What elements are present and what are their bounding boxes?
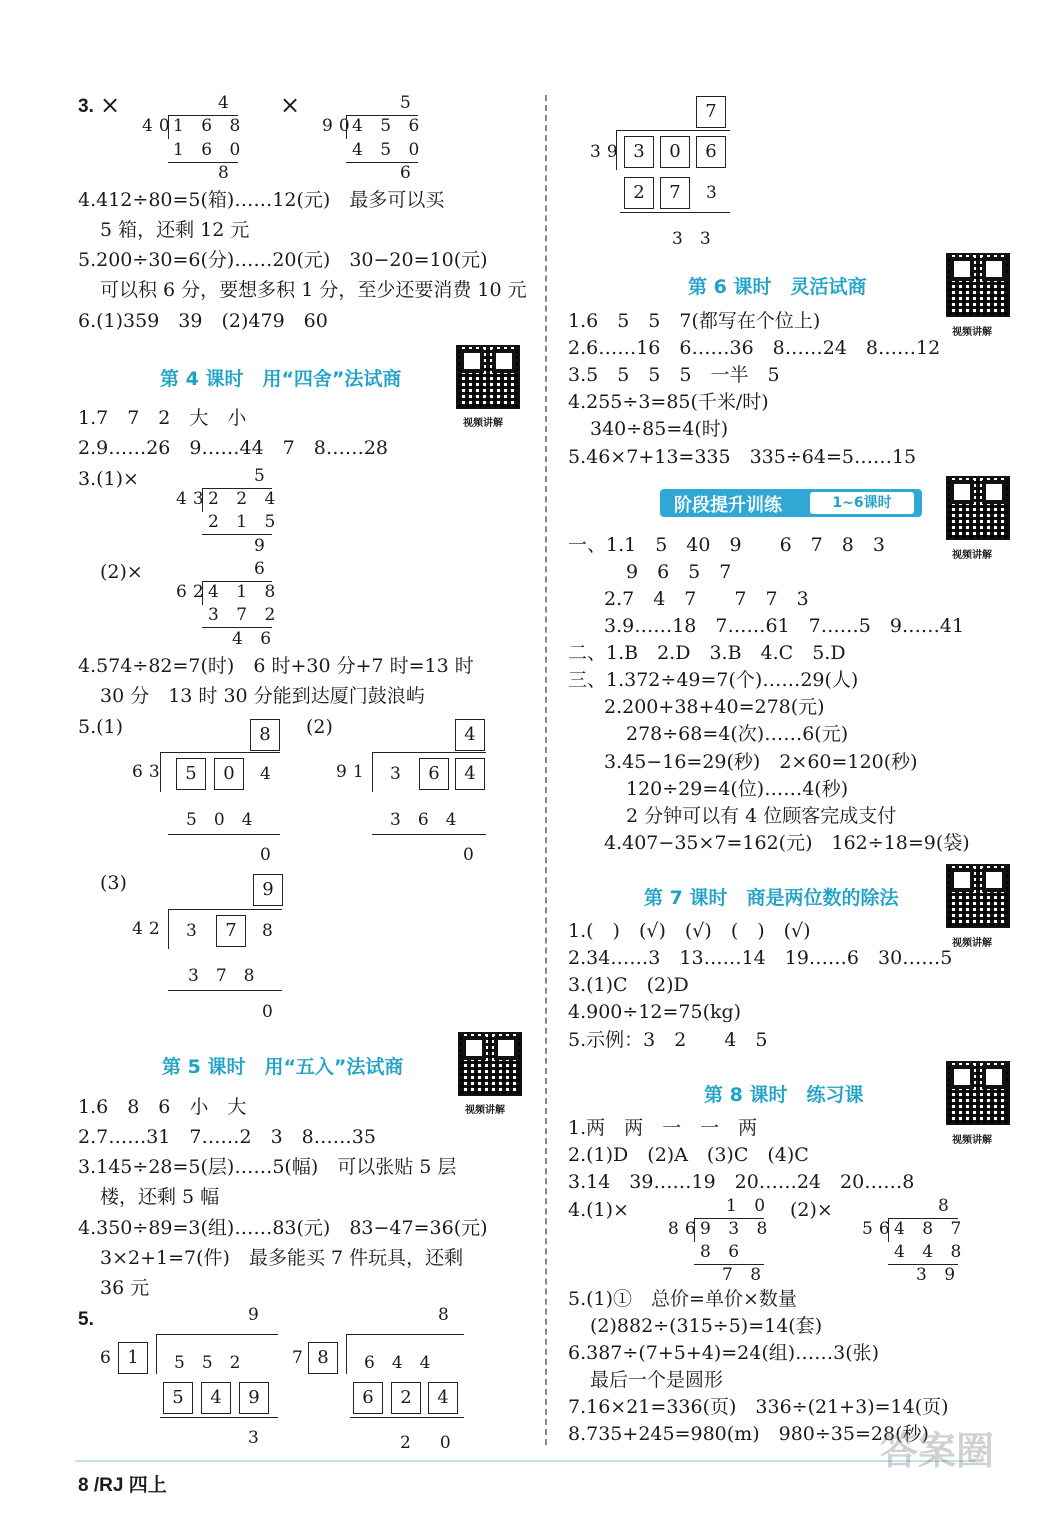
division-bar — [372, 752, 486, 753]
digit-box: 5 — [176, 758, 206, 790]
digit-box: 7 — [660, 177, 690, 209]
division-bar — [168, 909, 282, 910]
answer-line: 1.两 两 一 一 两 — [568, 1117, 758, 1139]
digit: 8 — [262, 921, 279, 941]
digit-box: 4 — [428, 1382, 458, 1414]
answer-line: 1.( ) (√) (√) ( ) (√) — [568, 920, 811, 942]
answer-line: 楼，还剩 5 幅 — [100, 1186, 220, 1208]
division-bar — [160, 752, 280, 753]
answer-line: 一、1.1 5 40 9 6 7 8 3 — [568, 534, 885, 556]
quotient-box: 4 — [455, 719, 485, 751]
digit-box: 8 — [308, 1342, 338, 1374]
answer-line: 278÷68=4(次)……6(元) — [626, 723, 849, 745]
divisor: 90 — [322, 116, 356, 136]
division-bar — [168, 990, 282, 991]
answer-line: 2.9……26 9……44 7 8……28 — [78, 437, 389, 459]
answer-line: 340÷85=4(时) — [590, 418, 729, 440]
answer-line: 4.(1)× — [568, 1199, 629, 1221]
answer-line: 6.(1)359 39 (2)479 60 — [78, 310, 328, 332]
dividend: 6 4 4 — [364, 1353, 431, 1373]
answer-line: 5.(1) — [78, 716, 124, 738]
answer-line: 4.574÷82=7(时) 6 时+30 分+7 时=13 时 — [78, 655, 474, 677]
product: 3 6 4 — [390, 810, 457, 830]
qr-code[interactable] — [946, 1061, 1010, 1125]
dividend: 5 5 2 — [174, 1353, 241, 1373]
answer-line: 4.255÷3=85(千米/时) — [568, 391, 769, 413]
qr-label: 视频讲解 — [465, 1105, 505, 1116]
answer-line: 三、1.372÷49=7(个)……29(人) — [568, 669, 859, 691]
quotient: 8 — [438, 1305, 455, 1325]
answer-line: 2.34……3 13……14 19……6 30……5 — [568, 947, 953, 969]
remainder: 3 — [248, 1428, 265, 1448]
answer-line: 3×2+1=7(件) 最多能买 7 件玩具，还剩 — [100, 1247, 464, 1269]
quotient: 5 — [254, 466, 271, 486]
product: 3 7 2 — [208, 605, 282, 625]
quotient: 1 0 — [726, 1196, 772, 1216]
qr-label: 视频讲解 — [952, 550, 992, 561]
qr-label: 视频讲解 — [463, 418, 503, 429]
answer-line: (2) — [306, 716, 333, 738]
division-bar — [160, 1417, 278, 1418]
digit-box: 6 — [696, 136, 726, 168]
answer-line: 二、1.B 2.D 3.B 4.C 5.D — [568, 642, 846, 664]
section-heading: 第 8 课时 练习课 — [704, 1084, 864, 1106]
answer-line: 36 元 — [100, 1277, 150, 1299]
digit-box: 1 — [118, 1342, 148, 1374]
answer-line: 2.(1)D (2)A (3)C (4)C — [568, 1144, 809, 1166]
product: 2 1 5 — [208, 512, 282, 532]
division-bar — [168, 115, 169, 139]
product: 4 4 8 — [894, 1242, 968, 1262]
qr-code[interactable] — [458, 1032, 522, 1096]
digit-box: 7 — [216, 915, 246, 947]
answer-line: (2)× — [100, 561, 143, 583]
division-bar — [616, 130, 617, 170]
digit-box: 4 — [455, 758, 485, 790]
section-heading: 第 7 课时 商是两位数的除法 — [644, 887, 899, 909]
product: 5 0 4 — [186, 810, 253, 830]
division-bar — [888, 1218, 889, 1242]
digit-box: 2 — [391, 1382, 421, 1414]
answer-line: (2)× — [790, 1199, 833, 1221]
digit-box: 0 — [214, 758, 244, 790]
answer-line: 5.46×7+13=335 335÷64=5……15 — [568, 446, 917, 468]
dividend: 4 5 6 — [352, 116, 426, 136]
quotient: 5 — [400, 93, 417, 113]
footer-rule — [75, 1460, 975, 1462]
section-heading: 第 4 课时 用“四舍”法试商 — [160, 368, 402, 390]
answer-line: 4.900÷12=75(kg) — [568, 1001, 742, 1023]
item-3-number: 3. — [78, 96, 94, 117]
remainder: 7 8 — [722, 1265, 768, 1285]
answer-line: 最后一个是圆形 — [590, 1369, 724, 1391]
product: 4 5 0 — [352, 140, 426, 160]
answer-line: 2.7……31 7……2 3 8……35 — [78, 1126, 376, 1148]
quotient-box: 7 — [696, 96, 726, 128]
answer-line: 7.16×21=336(页) 336÷(21+3)=14(页) — [568, 1396, 949, 1418]
digit-box: 6 — [353, 1382, 383, 1414]
remainder: 3 9 — [916, 1265, 962, 1285]
item-number: 5. — [78, 1309, 94, 1330]
divisor: 40 — [142, 116, 176, 136]
answer-line: 6.387÷(7+5+4)=24(组)……3(张) — [568, 1342, 880, 1364]
answer-line: 4.407−35×7=162(元) 162÷18=9(袋) — [604, 832, 970, 854]
qr-code[interactable] — [946, 253, 1010, 317]
cross-mark: × — [280, 91, 301, 119]
digit-box: 2 — [624, 177, 654, 209]
digit-box: 4 — [201, 1382, 231, 1414]
qr-code[interactable] — [946, 864, 1010, 928]
remainder: 0 — [260, 845, 277, 865]
division-bar — [616, 130, 730, 131]
divisor: 39 — [590, 142, 624, 162]
product: 8 6 — [700, 1242, 746, 1262]
digit-box: 0 — [660, 136, 690, 168]
qr-label: 视频讲解 — [952, 938, 992, 949]
answer-line: 3.(1)× — [78, 468, 139, 490]
division-bar — [156, 1334, 278, 1335]
quotient: 6 — [254, 559, 271, 579]
division-bar — [202, 534, 272, 535]
answer-line: 8.735+245=980(m) 980÷35=28(秒) — [568, 1423, 929, 1445]
divisor: 7 — [292, 1348, 309, 1368]
answer-line: 120÷29=4(位)……4(秒) — [626, 778, 849, 800]
answer-line: 30 分 13 时 30 分能到达厦门鼓浪屿 — [100, 685, 425, 707]
product: 3 7 8 — [188, 966, 255, 986]
watermark: 答案圈 — [880, 1429, 995, 1473]
dividend: 4 1 8 — [208, 582, 282, 602]
division-bar — [156, 1334, 157, 1374]
quotient: 9 — [248, 1305, 265, 1325]
remainder: 0 — [463, 845, 480, 865]
division-bar — [346, 1334, 464, 1335]
remainder: 0 — [262, 1002, 279, 1022]
answer-line: 2.6……16 6……36 8……24 8……12 — [568, 337, 941, 359]
divisor: 62 — [176, 582, 210, 602]
divisor: 86 — [668, 1219, 702, 1239]
answer-line: 5.示例：3 2 4 5 — [568, 1029, 768, 1051]
division-bar — [694, 1218, 695, 1242]
remainder: 6 — [400, 163, 417, 183]
qr-label: 视频讲解 — [952, 1135, 992, 1146]
remainder: 8 — [218, 163, 235, 183]
remainder: 2 0 — [400, 1433, 457, 1453]
answer-line: 2 分钟可以有 4 位顾客完成支付 — [626, 805, 897, 827]
division-bar — [202, 627, 272, 628]
answer-line: 4.412÷80=5(箱)……12(元) 最多可以买 — [78, 189, 445, 211]
answer-line: 3.45−16=29(秒) 2×60=120(秒) — [604, 751, 918, 773]
digit: 3 — [390, 764, 407, 784]
answer-line: 3.145÷28=5(层)……5(幅) 可以张贴 5 层 — [78, 1156, 457, 1178]
answer-line: 5.200÷30=6(分)……20(元) 30−20=10(元) — [78, 249, 488, 271]
quotient: 8 — [938, 1196, 955, 1216]
division-bar — [346, 115, 347, 139]
division-bar — [350, 1417, 464, 1418]
digit: 4 — [260, 764, 277, 784]
division-bar — [202, 488, 203, 512]
answer-line: 2.200+38+40=278(元) — [604, 696, 825, 718]
divisor: 56 — [862, 1219, 896, 1239]
dividend: 4 8 7 — [894, 1219, 968, 1239]
digit-box: 5 — [163, 1382, 193, 1414]
qr-label: 视频讲解 — [952, 327, 992, 338]
division-bar — [620, 212, 730, 213]
stage-title: 阶段提升训练 — [674, 495, 782, 516]
answer-line: 1.6 5 5 7(都写在个位上) — [568, 310, 821, 332]
division-bar — [202, 581, 203, 605]
product: 1 6 0 — [173, 140, 247, 160]
column-divider — [545, 95, 547, 1445]
answer-line: (3) — [100, 872, 127, 894]
digit-box: 6 — [419, 758, 449, 790]
cross-mark: × — [100, 91, 121, 119]
answer-line: (2)882÷(315÷5)=14(套) — [590, 1315, 823, 1337]
divisor: 63 — [132, 762, 166, 782]
stage-banner — [660, 489, 922, 517]
answer-line: 1.6 8 6 小 大 — [78, 1096, 247, 1118]
divisor: 42 — [132, 919, 166, 939]
remainder: 9 — [254, 536, 271, 556]
division-bar — [372, 834, 486, 835]
stage-range: 1~6课时 — [810, 492, 914, 514]
dividend: 1 6 8 — [173, 116, 247, 136]
division-bar — [346, 1334, 347, 1374]
answer-line: 9 6 5 7 — [626, 561, 732, 583]
digit: 3 — [706, 183, 723, 203]
divisor: 43 — [176, 489, 210, 509]
answer-line: 4.350÷89=3(组)……83(元) 83−47=36(元) — [78, 1217, 488, 1239]
digit-box: 9 — [239, 1382, 269, 1414]
qr-code[interactable] — [946, 476, 1010, 540]
division-bar — [372, 752, 373, 792]
answer-line: 5 箱，还剩 12 元 — [100, 219, 250, 241]
division-bar — [168, 909, 169, 949]
qr-code[interactable] — [456, 345, 520, 409]
divisor: 6 — [100, 1348, 117, 1368]
quotient: 4 — [218, 93, 235, 113]
section-heading: 第 5 课时 用“五入”法试商 — [162, 1056, 404, 1078]
divisor: 91 — [336, 762, 370, 782]
answer-line: 3.14 39……19 20……24 20……8 — [568, 1171, 915, 1193]
quotient-box: 8 — [250, 719, 280, 751]
answer-line: 1.7 7 2 大 小 — [78, 407, 247, 429]
answer-line: 3.(1)C (2)D — [568, 974, 689, 996]
page-footer: 8 /RJ 四上 — [78, 1475, 167, 1496]
section-heading: 第 6 课时 灵活试商 — [688, 276, 867, 298]
dividend: 2 2 4 — [208, 489, 282, 509]
answer-line: 可以积 6 分，要想多积 1 分，至少还要消费 10 元 — [100, 279, 527, 301]
answer-line: 3.9……18 7……61 7……5 9……41 — [604, 615, 965, 637]
remainder: 3 3 — [672, 229, 711, 249]
quotient-box: 9 — [253, 874, 283, 906]
division-bar — [160, 752, 161, 792]
answer-line: 2.7 4 7 7 7 3 — [604, 588, 809, 610]
answer-line: 3.5 5 5 5 一半 5 — [568, 364, 780, 386]
dividend: 9 3 8 — [700, 1219, 774, 1239]
remainder: 4 6 — [232, 629, 278, 649]
division-bar — [168, 834, 280, 835]
digit-box: 3 — [624, 136, 654, 168]
answer-line: 5.(1)① 总价=单价×数量 — [568, 1288, 797, 1310]
digit: 3 — [186, 921, 203, 941]
